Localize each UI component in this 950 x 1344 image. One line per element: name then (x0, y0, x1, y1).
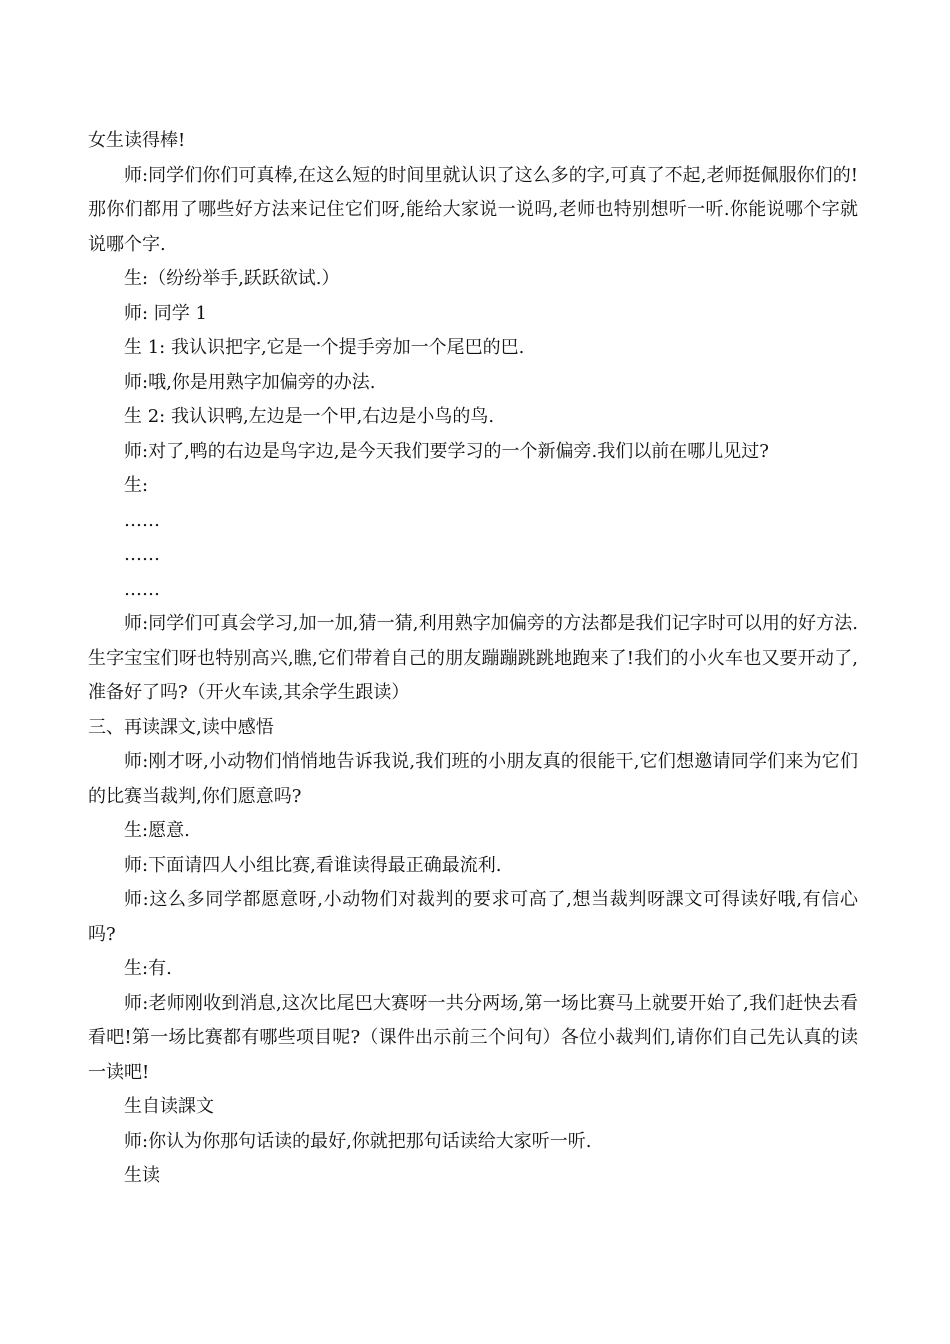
paragraph: 生 2: 我认识鸭,左边是一个甲,右边是小鸟的鸟. (124, 406, 495, 427)
paragraph: 师:对了,鸭的右边是鸟字边,是今天我们要学习的一个新偏旁.我们以前在哪儿见过? (124, 440, 769, 462)
paragraph: 生:愿意. (124, 820, 190, 841)
section-heading: 三、再读課文,读中感悟 (88, 716, 274, 738)
paragraph: 师:同学们你们可真棒,在这么短的时间里就认识了这么多的字,可真了不起,老师挺佩服你们的!那你们都用了哪些好方法来记住它们呀,能给大家说一说吗,老师也特别想听一听.你能说哪个字就说哪个字. (88, 164, 858, 255)
paragraph: 师:你认为你那句话读的最好,你就把那句话读给大家听一听. (124, 1130, 592, 1152)
paragraph: 生:（纷纷举手,跃跃欲试.） (124, 268, 340, 289)
paragraph: 生: (124, 475, 149, 496)
paragraph: 师:同学们可真会学习,加一加,猜一猜,利用熟字加偏旁的方法都是我们记字时可以用的好方法.生字宝宝们呀也特别高兴,瞧,它们带着自己的朋友蹦蹦跳跳地跑来了!我们的小火车也又要开动了,准备好了吗?（开火车读,其余学生跟读） (88, 613, 858, 703)
paragraph: 师:刚才呀,小动物们悄悄地告诉我说,我们班的小朋友真的很能干,它们想邀请同学们来为它们的比赛当裁判,你们愿意吗? (88, 751, 858, 807)
paragraph: 生自读課文 (124, 1096, 214, 1117)
paragraph: 师:哦,你是用熟字加偏旁的办法. (124, 371, 376, 393)
paragraph: 生 1: 我认识把字,它是一个提手旁加一个尾巴的巴. (124, 337, 525, 358)
paragraph: 生读 (124, 1165, 160, 1186)
paragraph: 生:有. (124, 958, 172, 979)
paragraph: 师:老师刚收到消息,这次比尾巴大赛呀一共分两场,第一场比赛马上就要开始了,我们赶快去看看吧!第一场比赛都有哪些项目呢?（课件出示前三个问句）各位小裁判们,请你们自己先认真的读一读吧! (88, 992, 858, 1083)
paragraph: 师:这么多同学都愿意呀,小动物们对裁判的要求可高了,想当裁判呀課文可得读好哦,有信心吗? (88, 889, 858, 945)
ellipsis-line: …… (124, 509, 160, 531)
ellipsis-line: …… (124, 544, 160, 565)
ellipsis-line: …… (124, 578, 160, 600)
document-body (88, 124, 858, 1194)
paragraph: 女生读得棒! (88, 130, 186, 151)
paragraph: 师:下面请四人小组比赛,看谁读得最正确最流利. (124, 854, 502, 876)
paragraph: 师: 同学 1 (124, 302, 207, 324)
